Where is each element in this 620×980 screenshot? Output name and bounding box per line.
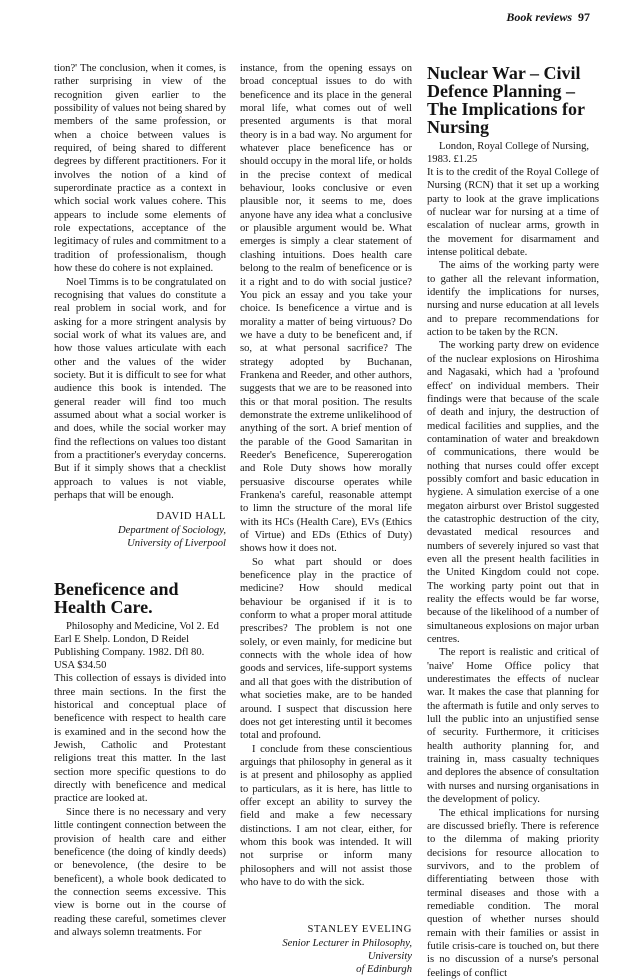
paragraph: Since there is no necessary and very little contingent connection between the provision of health care and either beneficence (the doing of kindly deeds) or benevolence, (the desire to be beneficent), a whole book dedicated to the connection seems excessive. This view is borne out in the course of reading these careful, sometimes clever and always solemn treatments. For [54,806,226,938]
paragraph: The ethical implications for nursing are discussed briefly. There is reference to the dilemma of making priority decisions for resource allocation to survivors, and to the problem of differentiating between those with terminal diseases and those with a remediable condition. The moral question of whether nurses should remain with their families or assist in futile crisis-care is touched on, but there is no discussion of a nurse's personal feelings of conflict [427,807,599,979]
reviewer-affiliation: of Edinburgh [356,964,412,976]
bibliographic-details: London, Royal College of Nursing, 1983. £1.25 [427,141,590,165]
paragraph: Noel Timms is to be congratulated on recognising that values do constitute a real problem in social work, and for asking for a more stringent analysis by social work of what its values are, and how those values articulate with each other and the values of the wider society. But it is difficult to see for what audience this book is intended. The general reader will find too much assumed about what a social worker is and does, while the social worker may find the reflections on values too distant from a practitioner's everyday concerns. But if it simply shows that a checklist approach to values is not viable, perhaps that will be enough. [54,276,226,501]
paragraph: The report is realistic and critical of 'naive' Home Office policy that underestimates the effects of nuclear war. It makes the case that planning for the aftermath is futile and only serves to lull the public into an unjustified sense of security. Furthermore, it criticises health authority planning for, and training in, mass casualty techniques and deplores the absence of consultation with nurses and nursing organisations in the development of policy. [427,647,599,806]
review-title: Beneficence and Health Care. [54,579,179,618]
paragraph: I conclude from these conscientious arguings that philosophy in general as it is at present and philosophy as applied to particulars, as it is here, has little to offer except an ability to survey the field and make a few necessary distinctions. I am not clear, either, for whom this book was intended. It will not surprise or inform many philosophers and will not assist those who have to do with the sick. [240,743,412,888]
review-title: Nuclear War – Civil Defence Planning – The Implications for Nursing [427,63,585,137]
page-number: 97 [578,10,590,24]
review-signature [240,923,412,976]
paragraph: The working party drew on evidence of the nuclear explosions on Hiroshima and Nagasaki, which had a 'profound effect' on individual members. Their findings were that because of the scale of death and injury, the destruction of medical facilities and supplies, and the contamination of water and breakdown of communications, there would be nothing that nurses could offer except possibly comfort and basic education in hygiene. A simulation exercise of a one megaton airburst over Bristol suggested the catastrophic destruction of the city, devastated medical resources and numbers of severely injured so vast that even all the present health facilities in the United Kingdom could not cope. The working party point out that in reality the effects would be far worse, because of the likelihood of a number of simultaneous explosions on major urban centres. [427,340,599,646]
column-1 [54,62,226,939]
reviewer-affiliation: University of Liverpool [127,538,226,550]
reviewer-name: STANLEY EVELING [307,924,412,936]
column-3 [427,64,599,980]
review-signature [54,510,226,550]
bibliographic-details: Philosophy and Medicine, Vol 2. Ed Earl E Shelp. London, D Reidel Publishing Company. 1982. Dfl 80. USA $34.50 [54,621,219,672]
paragraph: It is to the credit of the Royal College of Nursing (RCN) that it set up a working party to look at the grave implications of nuclear war for nursing at a time of escalation of nuclear arms, growth in the movement for disarmament and intense political debate. [427,167,599,259]
spacer [240,889,412,915]
paragraph: This collection of essays is divided into three main sections. In the first the historical and conceptual place of beneficence with respect to health care is examined and in the second how the Jewish, Catholic and Protestant religions treat this matter. In the last section more specific questions to do directly with beneficence and medical practice are looked at. [54,673,226,805]
paragraph: The aims of the working party were to gather all the relevant information, identify the implications for nurses, nursing and nurse education at all levels and to prepare recommendations for action to be taken by the RCN. [427,260,599,339]
running-header [506,10,590,25]
column-2 [240,62,412,977]
running-title: Book reviews [506,10,572,24]
reviewer-affiliation: Department of Sociology, [118,524,226,536]
paragraph: So what part should or does beneficence play in the practice of medicine? How should medical behaviour be organised if it is to conform to what a proper moral attitude prescribes? The problem is not one solely, or even mainly, for medicine but connects with the whole idea of how goods and services, life-support systems and all that goes with the distribution of what societies make, are to be handed around. I suspect that discussion here does not get interesting until it becomes total and profound. [240,556,412,742]
reviewer-affiliation: Senior Lecturer in Philosophy, University [282,937,412,962]
paragraph: tion?' The conclusion, when it comes, is rather surprising in view of the recognition given earlier to the possibility of values not being shared by members of the same profession, or when a choice between values is required, of being shared to different degrees by different practitioners. For it involves the notion of a kind of superordinate practice as a context in which social work values cohere. This appears to include some elements of role expectations, acceptance of the legitimacy of rules and commitment to a tradition of professionalism, though how these do cohere is not explained. [54,63,226,275]
reviewer-name: DAVID HALL [156,511,226,523]
paragraph: instance, from the opening essays on broad conceptual issues to do with beneficence and its place in the general moral life, what comes out of well presented arguments is that moral theory is in a bad way. No argument for whatever place beneficence has or should occupy in the moral life, or holds in the precise context of medical behaviour, looks conclusive or even plausible nor, it seems to me, does anyone have any idea what a conclusive or plausible argument would be. What emerges is simply a clear statement of clashing intuitions. Does health care belong to the realm of beneficence or is it a right and to do with social justice? You pick an essay and you take your choice. Is beneficence a virtue and is morality a matter of being virtuous? Do we have a duty to be beneficent and, if so, at what personal sacrifice? The strategy adopted by Buchanan, Frankena and Reeder, and other authors, suggests that we are to be reasoned into this or that moral position. The results demonstrate the extreme unlikelihood of anything of the sort. A brief mention of the parable of the Good Samaritan in Reeder's Beneficence, Supererogation and Role Duty shows how morally persuasive discourse operates while Frankena's careful, reasonable attempt to limn the structure of the moral life with its HCs (Health Care), EVs (Ethics of Virtue) and EDs (Ethics of Duty) shows how it does not. [240,63,412,555]
spacer [54,550,226,580]
